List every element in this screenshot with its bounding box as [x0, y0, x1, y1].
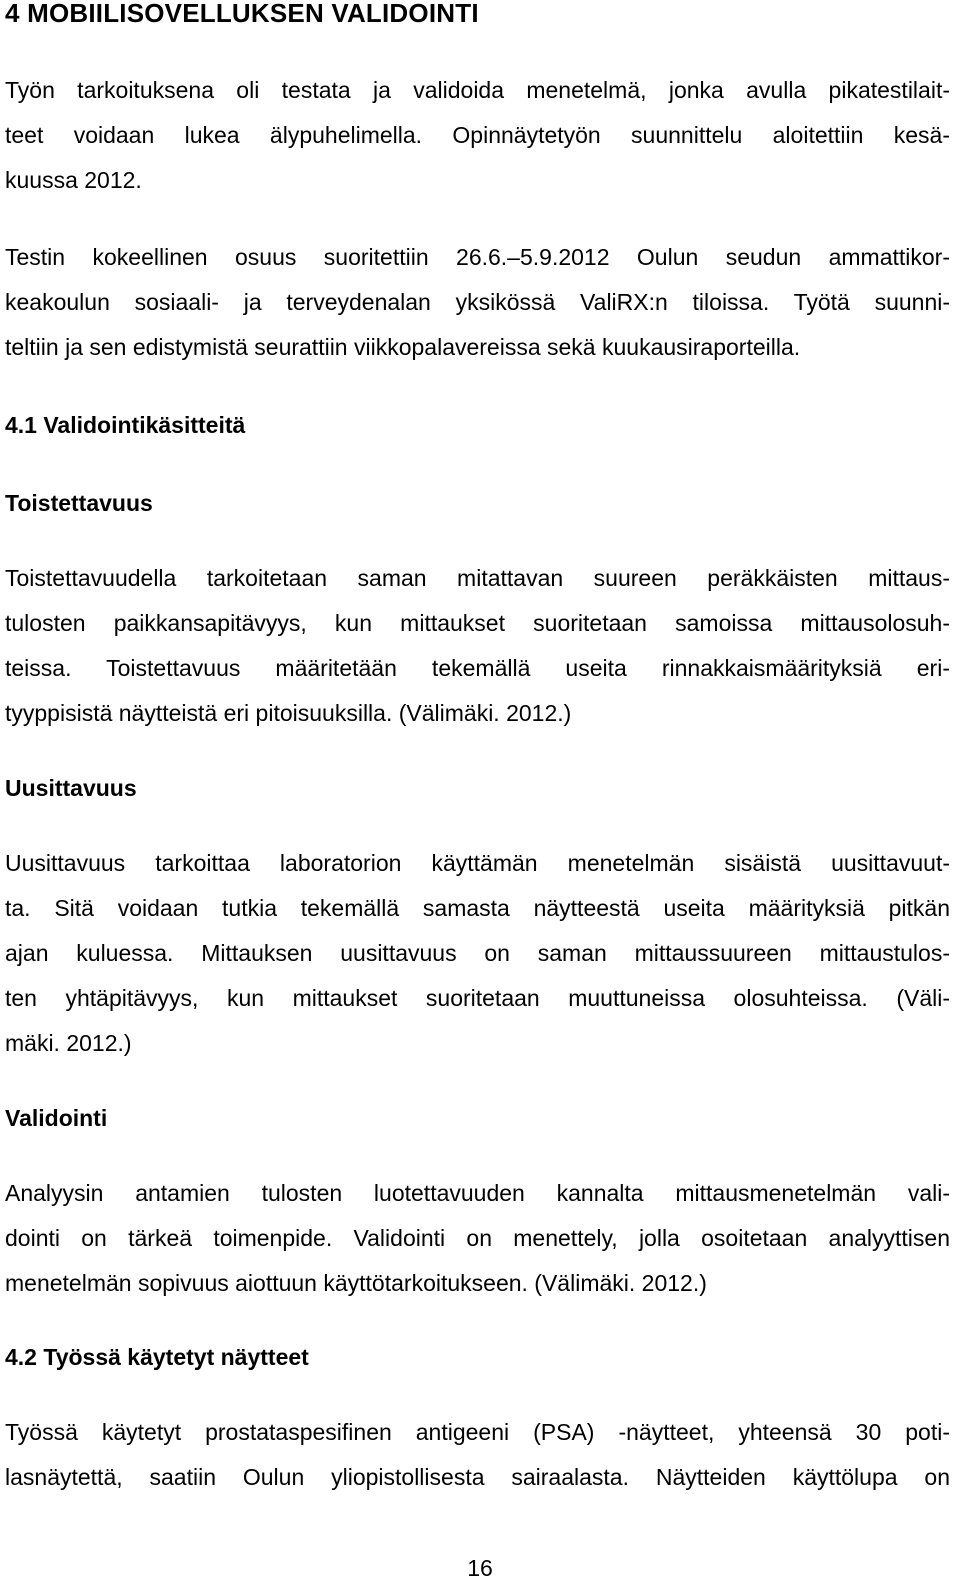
uusittavuus-line-2: ta. Sitä voidaan tutkia tekemällä samasta näytteestä useita määrityksiä pitkän — [5, 895, 950, 921]
section-heading-4-2: 4.2 Työssä käytetyt näytteet — [5, 1344, 309, 1370]
page-number: 16 — [467, 1555, 493, 1581]
toistettavuus-line-4: tyyppisistä näytteistä eri pitoisuuksilla. (Välimäki. 2012.) — [5, 700, 572, 726]
toistettavuus-line-2: tulosten paikkansapitävyys, kun mittaukset suoritetaan samoissa mittausolosuh- — [5, 610, 950, 636]
uusittavuus-line-3: ajan kuluessa. Mittauksen uusittavuus on saman mittaussuureen mittaustulos- — [5, 940, 950, 966]
toistettavuus-line-1: Toistettavuudella tarkoitetaan saman mitattavan suureen peräkkäisten mittaus- — [5, 565, 950, 591]
validointi-line-1: Analyysin antamien tulosten luotettavuuden kannalta mittausmenetelmän vali- — [5, 1180, 950, 1206]
intro-paragraph-1-line-2: teet voidaan lukea älypuhelimella. Opinnäytetyön suunnittelu aloitettiin kesä- — [5, 122, 950, 148]
intro-paragraph-1-line-3: kuussa 2012. — [5, 167, 142, 193]
uusittavuus-line-4: ten yhtäpitävyys, kun mittaukset suoritetaan muuttuneissa olosuhteissa. (Väli- — [5, 985, 950, 1011]
validointi-line-3: menetelmän sopivuus aiottuun käyttötarkoitukseen. (Välimäki. 2012.) — [5, 1270, 707, 1296]
section-4-2-line-1: Työssä käytetyt prostataspesifinen antigeeni (PSA) -näytteet, yhteensä 30 poti- — [5, 1419, 950, 1445]
section-heading-4-1: 4.1 Validointikäsitteitä — [5, 412, 246, 438]
subheading-uusittavuus: Uusittavuus — [5, 775, 137, 801]
intro-paragraph-2-line-3: teltiin ja sen edistymistä seurattiin viikkopalavereissa sekä kuukausiraporteilla. — [5, 334, 801, 360]
subheading-toistettavuus: Toistettavuus — [5, 490, 153, 516]
intro-paragraph-1-line-1: Työn tarkoituksena oli testata ja validoida menetelmä, jonka avulla pikatestilait- — [5, 77, 950, 103]
uusittavuus-line-5: mäki. 2012.) — [5, 1030, 132, 1056]
intro-paragraph-2-line-2: keakoulun sosiaali- ja terveydenalan yksikössä ValiRX:n tiloissa. Työtä suunni- — [5, 289, 950, 315]
uusittavuus-line-1: Uusittavuus tarkoittaa laboratorion käyttämän menetelmän sisäistä uusittavuut- — [5, 850, 950, 876]
intro-paragraph-2-line-1: Testin kokeellinen osuus suoritettiin 26.6.–5.9.2012 Oulun seudun ammattikor- — [5, 244, 950, 270]
subheading-validointi: Validointi — [5, 1105, 108, 1131]
toistettavuus-line-3: teissa. Toistettavuus määritetään tekemällä useita rinnakkaismäärityksiä eri- — [5, 655, 950, 681]
validointi-line-2: dointi on tärkeä toimenpide. Validointi on menettely, jolla osoitetaan analyyttisen — [5, 1225, 950, 1251]
chapter-heading: 4 MOBIILISOVELLUKSEN VALIDOINTI — [5, 0, 479, 28]
section-4-2-line-2: lasnäytettä, saatiin Oulun yliopistollisesta sairaalasta. Näytteiden käyttölupa on — [5, 1464, 950, 1490]
